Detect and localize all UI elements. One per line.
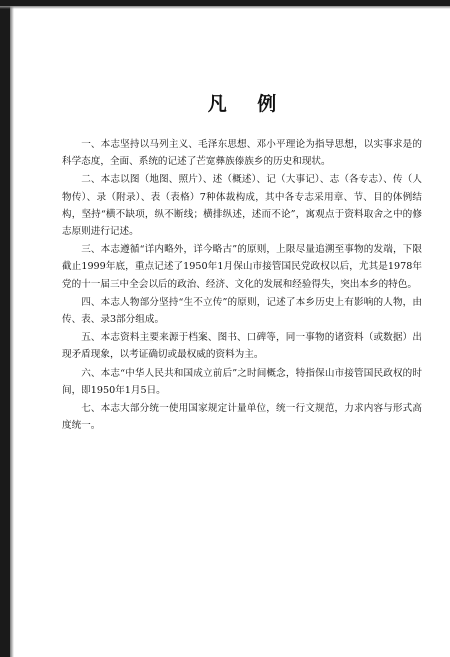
scan-left-border: [0, 0, 10, 657]
paragraph-6: 六、本志“中华人民共和国成立前后”之时间概念，特指保山市接管国民政权的时间，即1950年1月5日。: [62, 367, 422, 396]
paragraph-3: 三、本志遵循“详内略外，详今略古”的原则，上限尽量追溯至事物的发端，下限截止1999年底，重点记述了1950年1月保山市接管国民党政权以后，尤其是1978年党的十一届三中全会以后的政治、经济、文化的发展和经验得失，突出本乡的特色。: [62, 244, 422, 290]
scan-top-border: [0, 0, 450, 6]
document-page: [62, 92, 422, 435]
paragraph-5: 五、本志资料主要来源于档案、图书、口碑等，同一事物的诸资料（或数据）出现矛盾现象，以考证确切或最权威的资料为主。: [62, 332, 422, 361]
paragraph-1: 一、本志坚持以马列主义、毛泽东思想、邓小平理论为指导思想，以实事求是的科学态度，全面、系统的记述了芒宽彝族傣族乡的历史和现状。: [62, 139, 422, 168]
paragraph-4: 四、本志人物部分坚持“生不立传”的原则，记述了本乡历史上有影响的人物，由传、表、录3部分组成。: [62, 296, 422, 326]
paragraph-7: 七、本志大部分统一使用国家规定计量单位，统一行文规范，力求内容与形式高度统一。: [62, 403, 422, 432]
page-title: 凡 例: [207, 93, 289, 115]
paragraph-2: 二、本志以图（地图、照片）、述（概述）、记（大事记）、志（各专志）、传（人物传）、录（附录）、表（表格）7种体裁构成，其中各专志采用章、节、目的体例结构，坚持“横不缺项，纵不断线；横排纵述，述而不论”，寓观点于资料取舍之中的修志原则进行记述。: [62, 174, 422, 238]
